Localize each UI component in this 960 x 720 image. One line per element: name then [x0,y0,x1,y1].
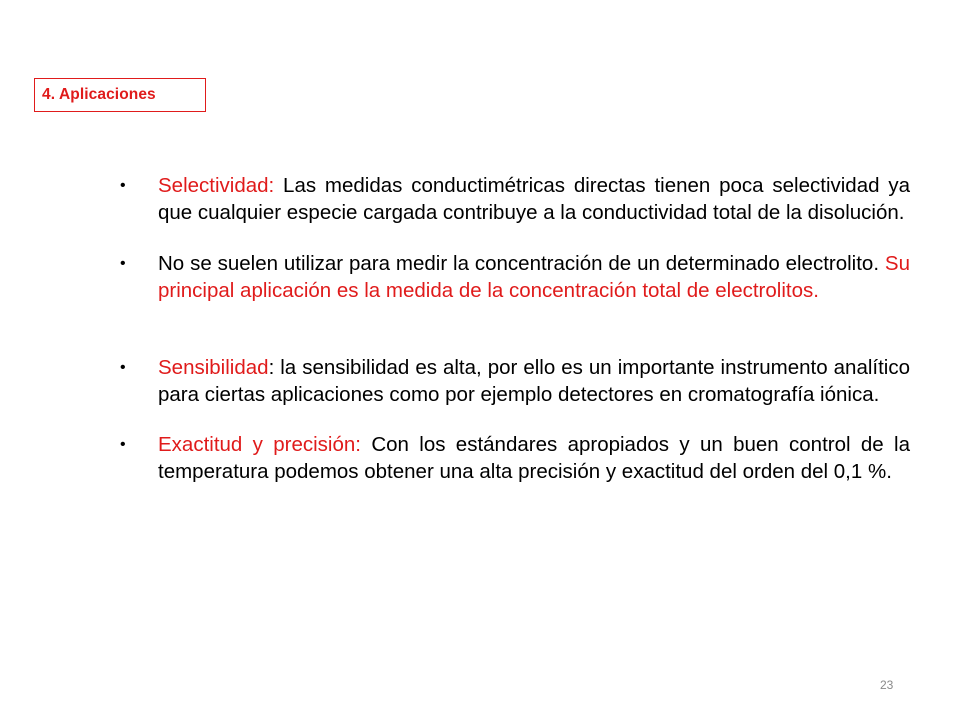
bullet-text-selectividad: Las medidas conductimétricas directas tienen poca selectividad ya que cualquier especie cargada contribuye a la conductividad total de la disolución. [158,174,910,224]
bullet-item-selectividad [120,173,910,226]
bullet-text-concentracion: No se suelen utilizar para medir la concentración de un determinado electrolito. [158,252,880,275]
bullet-dot-icon: • [120,436,126,453]
bullet-lead-selectividad: Selectividad: [158,174,275,197]
bullet-lead-exactitud: Exactitud y precisión: [158,433,361,456]
bullet-item-concentracion [120,251,910,304]
section-title: 4. Aplicaciones [42,86,156,103]
bullet-list [120,173,910,485]
bullet-dot-icon: • [120,255,126,272]
bullet-dot-icon: • [120,177,126,194]
bullet-lead-sensibilidad: Sensibilidad [158,356,269,379]
bullet-item-sensibilidad [120,355,910,408]
bullet-item-exactitud [120,432,910,485]
bullet-dot-icon: • [120,359,126,376]
bullet-text-sensibilidad: : la sensibilidad es alta, por ello es un importante instrumento analítico para ciertas aplicaciones como por ejemplo detectores en cromatografía iónica. [158,356,910,406]
bullet-highlight-concentracion: Su principal aplicación es la medida de la concentración total de electrolitos. [158,252,910,302]
bullet-text-exactitud: Con los estándares apropiados y un buen control de la temperatura podemos obtener una alta precisión y exactitud del orden del 0,1 %. [158,433,910,483]
section-title-box [34,78,206,112]
page-number: 23 [880,678,894,692]
